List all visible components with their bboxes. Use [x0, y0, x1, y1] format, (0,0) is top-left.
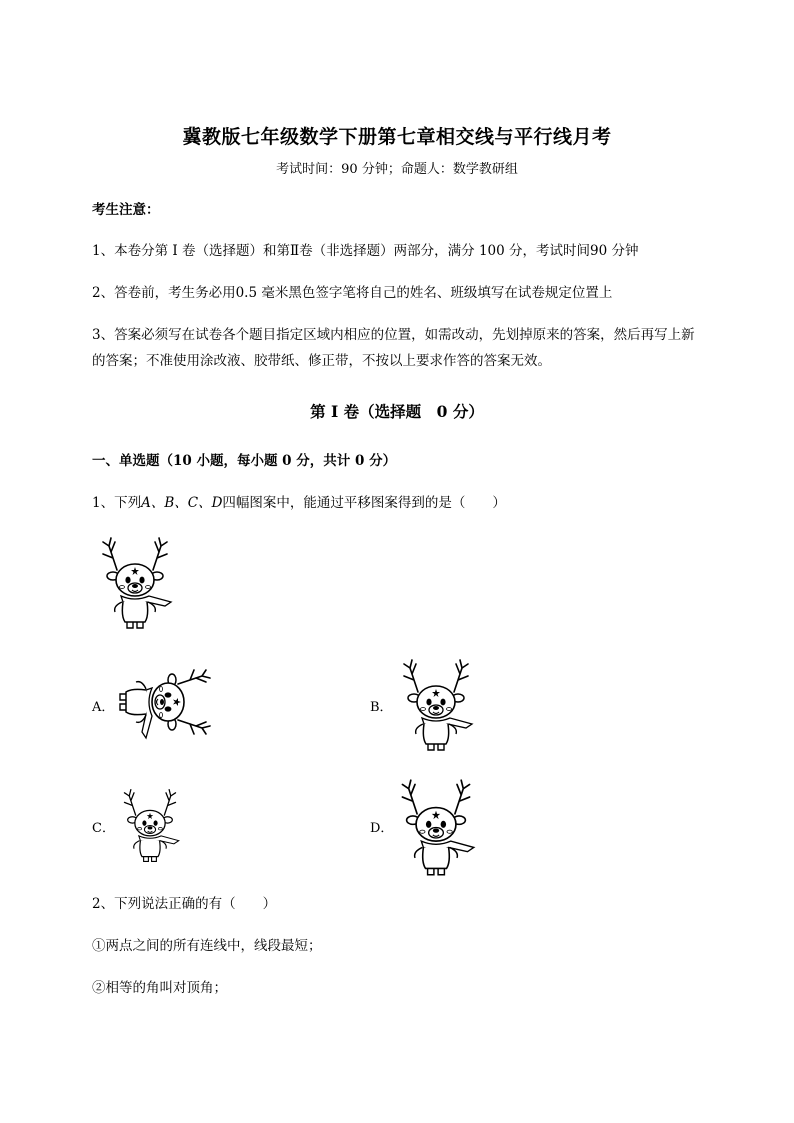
notice-item-2: 2、答卷前，考生务必用0.5 毫米黑色签字笔将自己的姓名、班级填写在试卷规定位置上	[92, 285, 613, 301]
option-a-label[interactable]: A．	[92, 700, 115, 715]
option-b-label[interactable]: B．	[370, 700, 393, 715]
option-d-figure[interactable]	[394, 778, 478, 877]
option-d-label[interactable]: D．	[370, 821, 394, 836]
section-title: 第 I 卷（选择题 0 分）	[310, 402, 484, 421]
notice-item-3-cont: 的答案；不准使用涂改液、胶带纸、修正带，不按以上要求作答的答案无效。	[92, 353, 551, 369]
question-1-suffix: 四幅图案中，能通过平移图案得到的是（ ）	[222, 495, 506, 511]
question-1-prefix: 1、下列	[92, 495, 142, 511]
question-1-stem	[92, 490, 752, 516]
option-b-figure[interactable]	[396, 658, 476, 752]
page-title: 冀教版七年级数学下册第七章相交线与平行线月考	[182, 126, 612, 148]
question-2-item-2: ②相等的角叫对顶角；	[92, 980, 227, 996]
option-a-figure[interactable]	[118, 660, 212, 744]
notice-item-3: 3、答案必须写在试卷各个题目指定区域内相应的位置，如需改动，先划掉原来的答案，然后再写上新	[92, 327, 695, 343]
question-2-stem: 2、下列说法正确的有（ ）	[92, 896, 277, 912]
page-subtitle: 考试时间：90 分钟；命题人：数学教研组	[276, 162, 518, 177]
question-1-original-figure	[95, 536, 175, 630]
option-c-figure[interactable]	[118, 788, 182, 863]
question-2-item-1: ①两点之间的所有连线中，线段最短；	[92, 938, 322, 954]
notice-heading: 考生注意：	[92, 202, 160, 218]
part-heading: 一、单选题（10 小题，每小题 0 分，共计 0 分）	[92, 453, 397, 469]
option-c-label[interactable]: C．	[92, 821, 115, 836]
question-1-letters: A、B、C、D	[141, 495, 223, 511]
notice-item-1: 1、本卷分第 I 卷（选择题）和第Ⅱ卷（非选择题）两部分，满分 100 分，考试时间90 分钟	[92, 243, 639, 259]
